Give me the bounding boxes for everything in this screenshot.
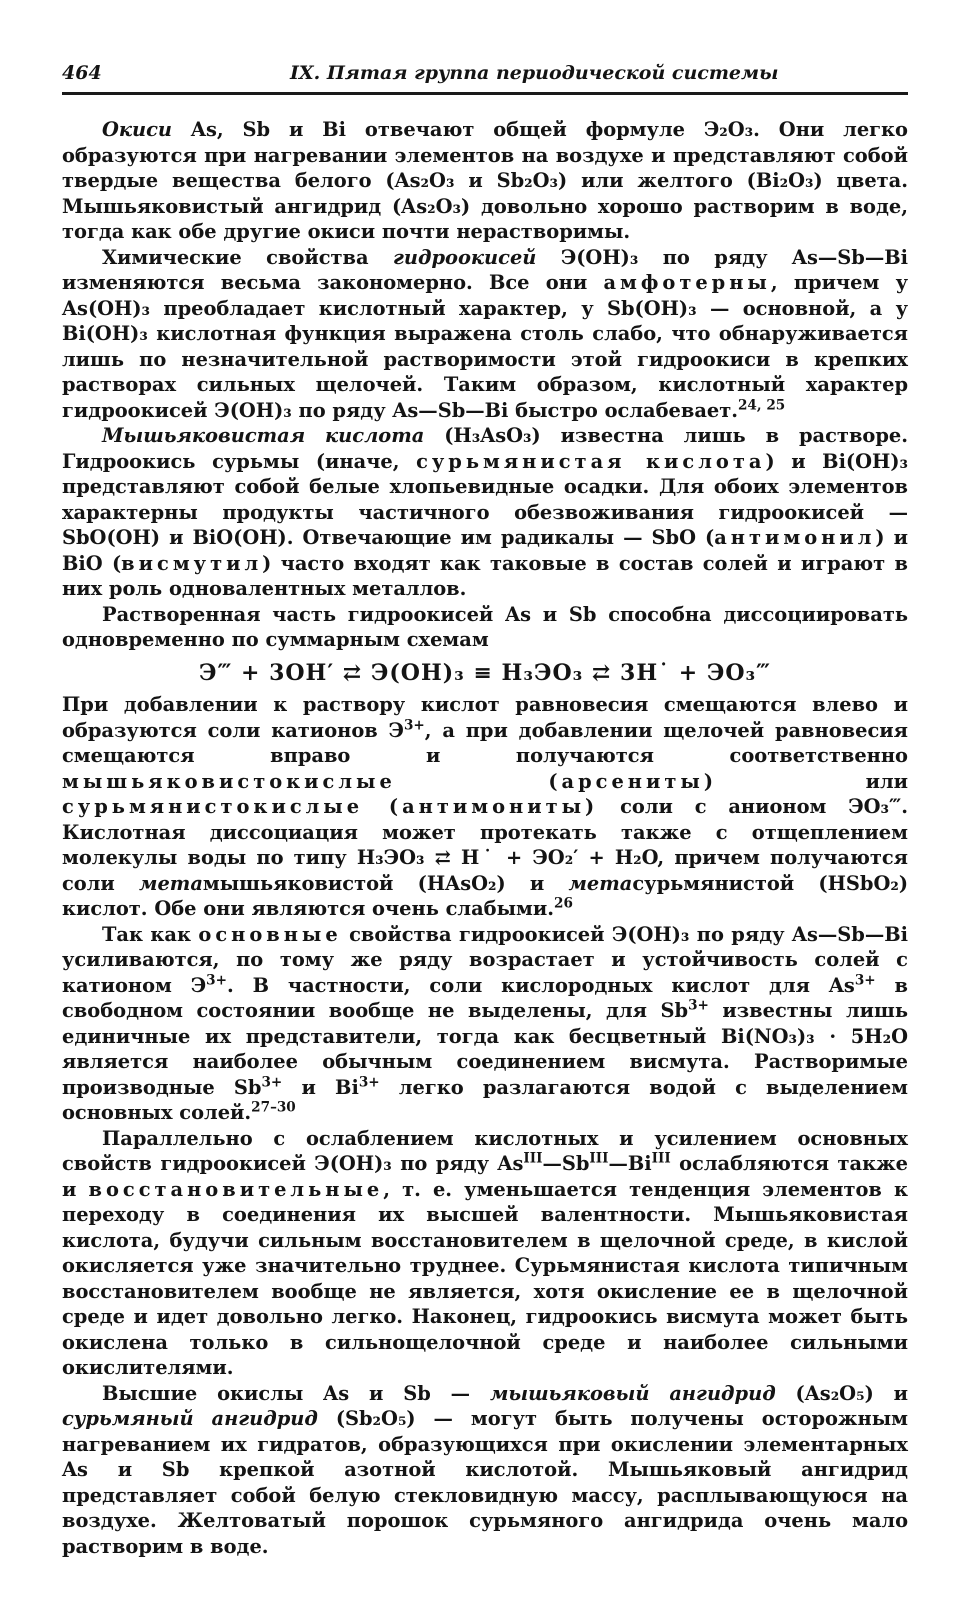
text-run: , т. е. уменьшается тенденция элементов к переходу в соединения их высшей валентности. Мышьяковистая кислота, будучи сильным восстановителем в щелочной среде, в кислой окисляется уже значительно труднее. Сурьмянистая кислота типичным восстановителем вообще не является, хотя окисление ее в щелочной среде и идет довольно легко. Наконец, гидроокись висмута может быть окислена только в сильнощелочной среде и наиболее сильными окислителями.: [62, 1177, 908, 1379]
paragraphs-before-formula: [62, 117, 908, 653]
paragraphs-after-formula: [62, 692, 908, 1559]
text-run: ) и Bi(OH)₃ представляют собой белые хлопьевидные осадки. Для обоих элементов характерны продукты частичного обезвоживания гидроокисей — SbO(OH) и BiO(OH). Отвечающие им радикалы — SbO (: [62, 449, 908, 549]
paragraph-p5: [62, 692, 908, 922]
text-run: ) часто входят как таковые в состав солей и играют в них роль одновалентных металлов.: [62, 551, 908, 600]
superscript: 24, 25: [737, 397, 786, 414]
superscript: III: [523, 1150, 543, 1167]
superscript: 3+: [688, 997, 709, 1014]
text-run: (As₂O₅) и: [775, 1381, 908, 1405]
superscript: 3+: [206, 972, 227, 989]
text-run: (Sb₂O₅) — могут быть получены осторожным нагреванием их гидратов, образующихся при окислении элементарных As и Sb крепкой азотной кислотой. Мышьяковый ангидрид представляет собой белую стекловидную массу, расплывающуюся на воздухе. Желтоватый порошок сурьмяного ангидрида очень мало растворим в воде.: [62, 1407, 908, 1558]
superscript: 27–30: [251, 1099, 296, 1116]
header-rule: [62, 92, 908, 95]
italic-term: мета: [139, 871, 203, 895]
text-run: соли с анионом ЭO₃‴. Кислотная диссоциация может протекать также с отщеплением молекулы воды по типу H₃ЭO₃ ⇄ H˙ + ЭO₂′ + H₂O, причем получаются соли: [62, 795, 909, 895]
text-run: или: [717, 769, 908, 793]
text-run: известны лишь единичные их представители, тогда как бесцветный Bi(NO₃)₃ · 5H₂O является наиболее обычным соединением висмута. Растворимые производные Sb: [62, 999, 909, 1099]
superscript: 3+: [854, 972, 876, 989]
text-run: Химические свойства: [102, 245, 394, 269]
spaced-term: антимонил: [714, 526, 876, 549]
text-run: мышьяковистой (HAsO₂) и: [202, 871, 569, 895]
text-run: ослабляются также и: [62, 1152, 908, 1201]
text-run: ) и BiO (: [62, 526, 909, 575]
superscript: 26: [554, 895, 573, 912]
italic-term: сурьмяный ангидрид: [62, 1407, 318, 1430]
text-run: —Bi: [608, 1152, 652, 1175]
spaced-term: амфотерны: [603, 271, 771, 294]
page-number: 464: [62, 62, 102, 84]
spaced-term: висмутил: [121, 551, 263, 575]
superscript: 3+: [358, 1074, 380, 1091]
paragraph-p8: [62, 1381, 908, 1560]
superscript: 3+: [403, 717, 425, 734]
italic-term: Мышьяковистая кислота: [102, 424, 425, 447]
spaced-term: сурьмянистокислые (антимониты): [62, 795, 599, 818]
text-run: , причем у As(OH)₃ преобладает кислотный характер, у Sb(OH)₃ — основной, а у Bi(OH)₃ кислотная функция выражена столь слабо, что обнаруживается лишь по незначительной растворимости этой гидроокиси в крепких растворах сильных щелочей. Таким образом, кислотный характер гидроокисей Э(OH)₃ по ряду As—Sb—Bi быстро ослабевает.: [62, 271, 908, 422]
dissociation-formula: Э‴ + 3OH′ ⇄ Э(OH)₃ ≡ H₃ЭO₃ ⇄ 3H˙ + ЭO₃‴: [198, 659, 772, 686]
text-run: , а при добавлении щелочей равновесия смещаются вправо и получаются соответственно: [62, 718, 908, 767]
text-run: легко разлагаются водой с выделением основных солей.: [62, 1075, 908, 1124]
superscript: 3+: [261, 1074, 283, 1091]
text-run: Так как: [102, 922, 199, 946]
text-run: Высшие окислы As и Sb —: [102, 1381, 490, 1405]
paragraph-p1: [62, 117, 908, 245]
spaced-term: мышьяковистокислые (арсениты): [62, 769, 717, 793]
running-title: IX. Пятая группа периодической системы: [290, 62, 779, 84]
superscript: III: [651, 1150, 671, 1167]
spaced-term: сурьмянистая кислота: [416, 449, 766, 473]
page-header: [62, 62, 908, 92]
text-run: свойства гидроокисей Э(OH)₃ по ряду As—Sb—Bi усиливаются, по тому же ряду возрастает и устойчивость солей с катионом Э: [62, 922, 908, 997]
paragraph-p3: [62, 423, 908, 602]
spaced-term: основные: [198, 922, 342, 946]
text-run: —Sb: [542, 1152, 590, 1175]
paragraph-p2: [62, 245, 908, 424]
text-run: в свободном состоянии вообще не выделены, для Sb: [62, 973, 908, 1022]
italic-term: Окиси: [102, 118, 173, 141]
superscript: III: [589, 1150, 609, 1167]
text-run: сурьмянистой (HSbO₂) кислот. Обе они являются очень слабыми.: [62, 871, 909, 920]
italic-term: гидроокисей: [393, 245, 537, 269]
text-run: При добавлении к раствору кислот равновесия смещаются влево и образуются соли катионов Э: [62, 693, 908, 742]
body-text: [62, 117, 908, 1559]
spaced-term: восстановительные: [88, 1177, 384, 1201]
text-run: As, Sb и Bi отвечают общей формуле Э₂O₃. Они легко образуются при нагревании элементов на воздухе и представляют собой твердые вещества белого (As₂O₃ и Sb₂O₃) или желтого (Bi₂O₃) цвета. Мышьяковистый ангидрид (As₂O₃) довольно хорошо растворим в воде, тогда как обе другие окиси почти нерастворимы.: [62, 118, 908, 243]
italic-term: мышьяковый ангидрид: [489, 1381, 776, 1405]
paragraph-p6: [62, 922, 908, 1126]
text-run: . В частности, соли кислородных кислот для As: [227, 973, 855, 997]
italic-term: мета: [568, 871, 633, 895]
text-run: и Bi: [282, 1075, 359, 1099]
text-run: Растворенная часть гидроокисей As и Sb способна диссоциировать одновременно по суммарным схемам: [62, 602, 908, 651]
paragraph-p4: [62, 602, 908, 653]
text-run: Параллельно с ослаблением кислотных и усилением основных свойств гидроокисей Э(OH)₃ по ряду As: [62, 1126, 908, 1175]
paragraph-p7: [62, 1126, 908, 1381]
text-run: (H₃AsO₃) известна лишь в растворе. Гидроокись сурьмы (иначе,: [62, 424, 908, 473]
text-run: Э(OH)₃ по ряду As—Sb—Bi изменяются весьма закономерно. Все они: [62, 245, 908, 294]
